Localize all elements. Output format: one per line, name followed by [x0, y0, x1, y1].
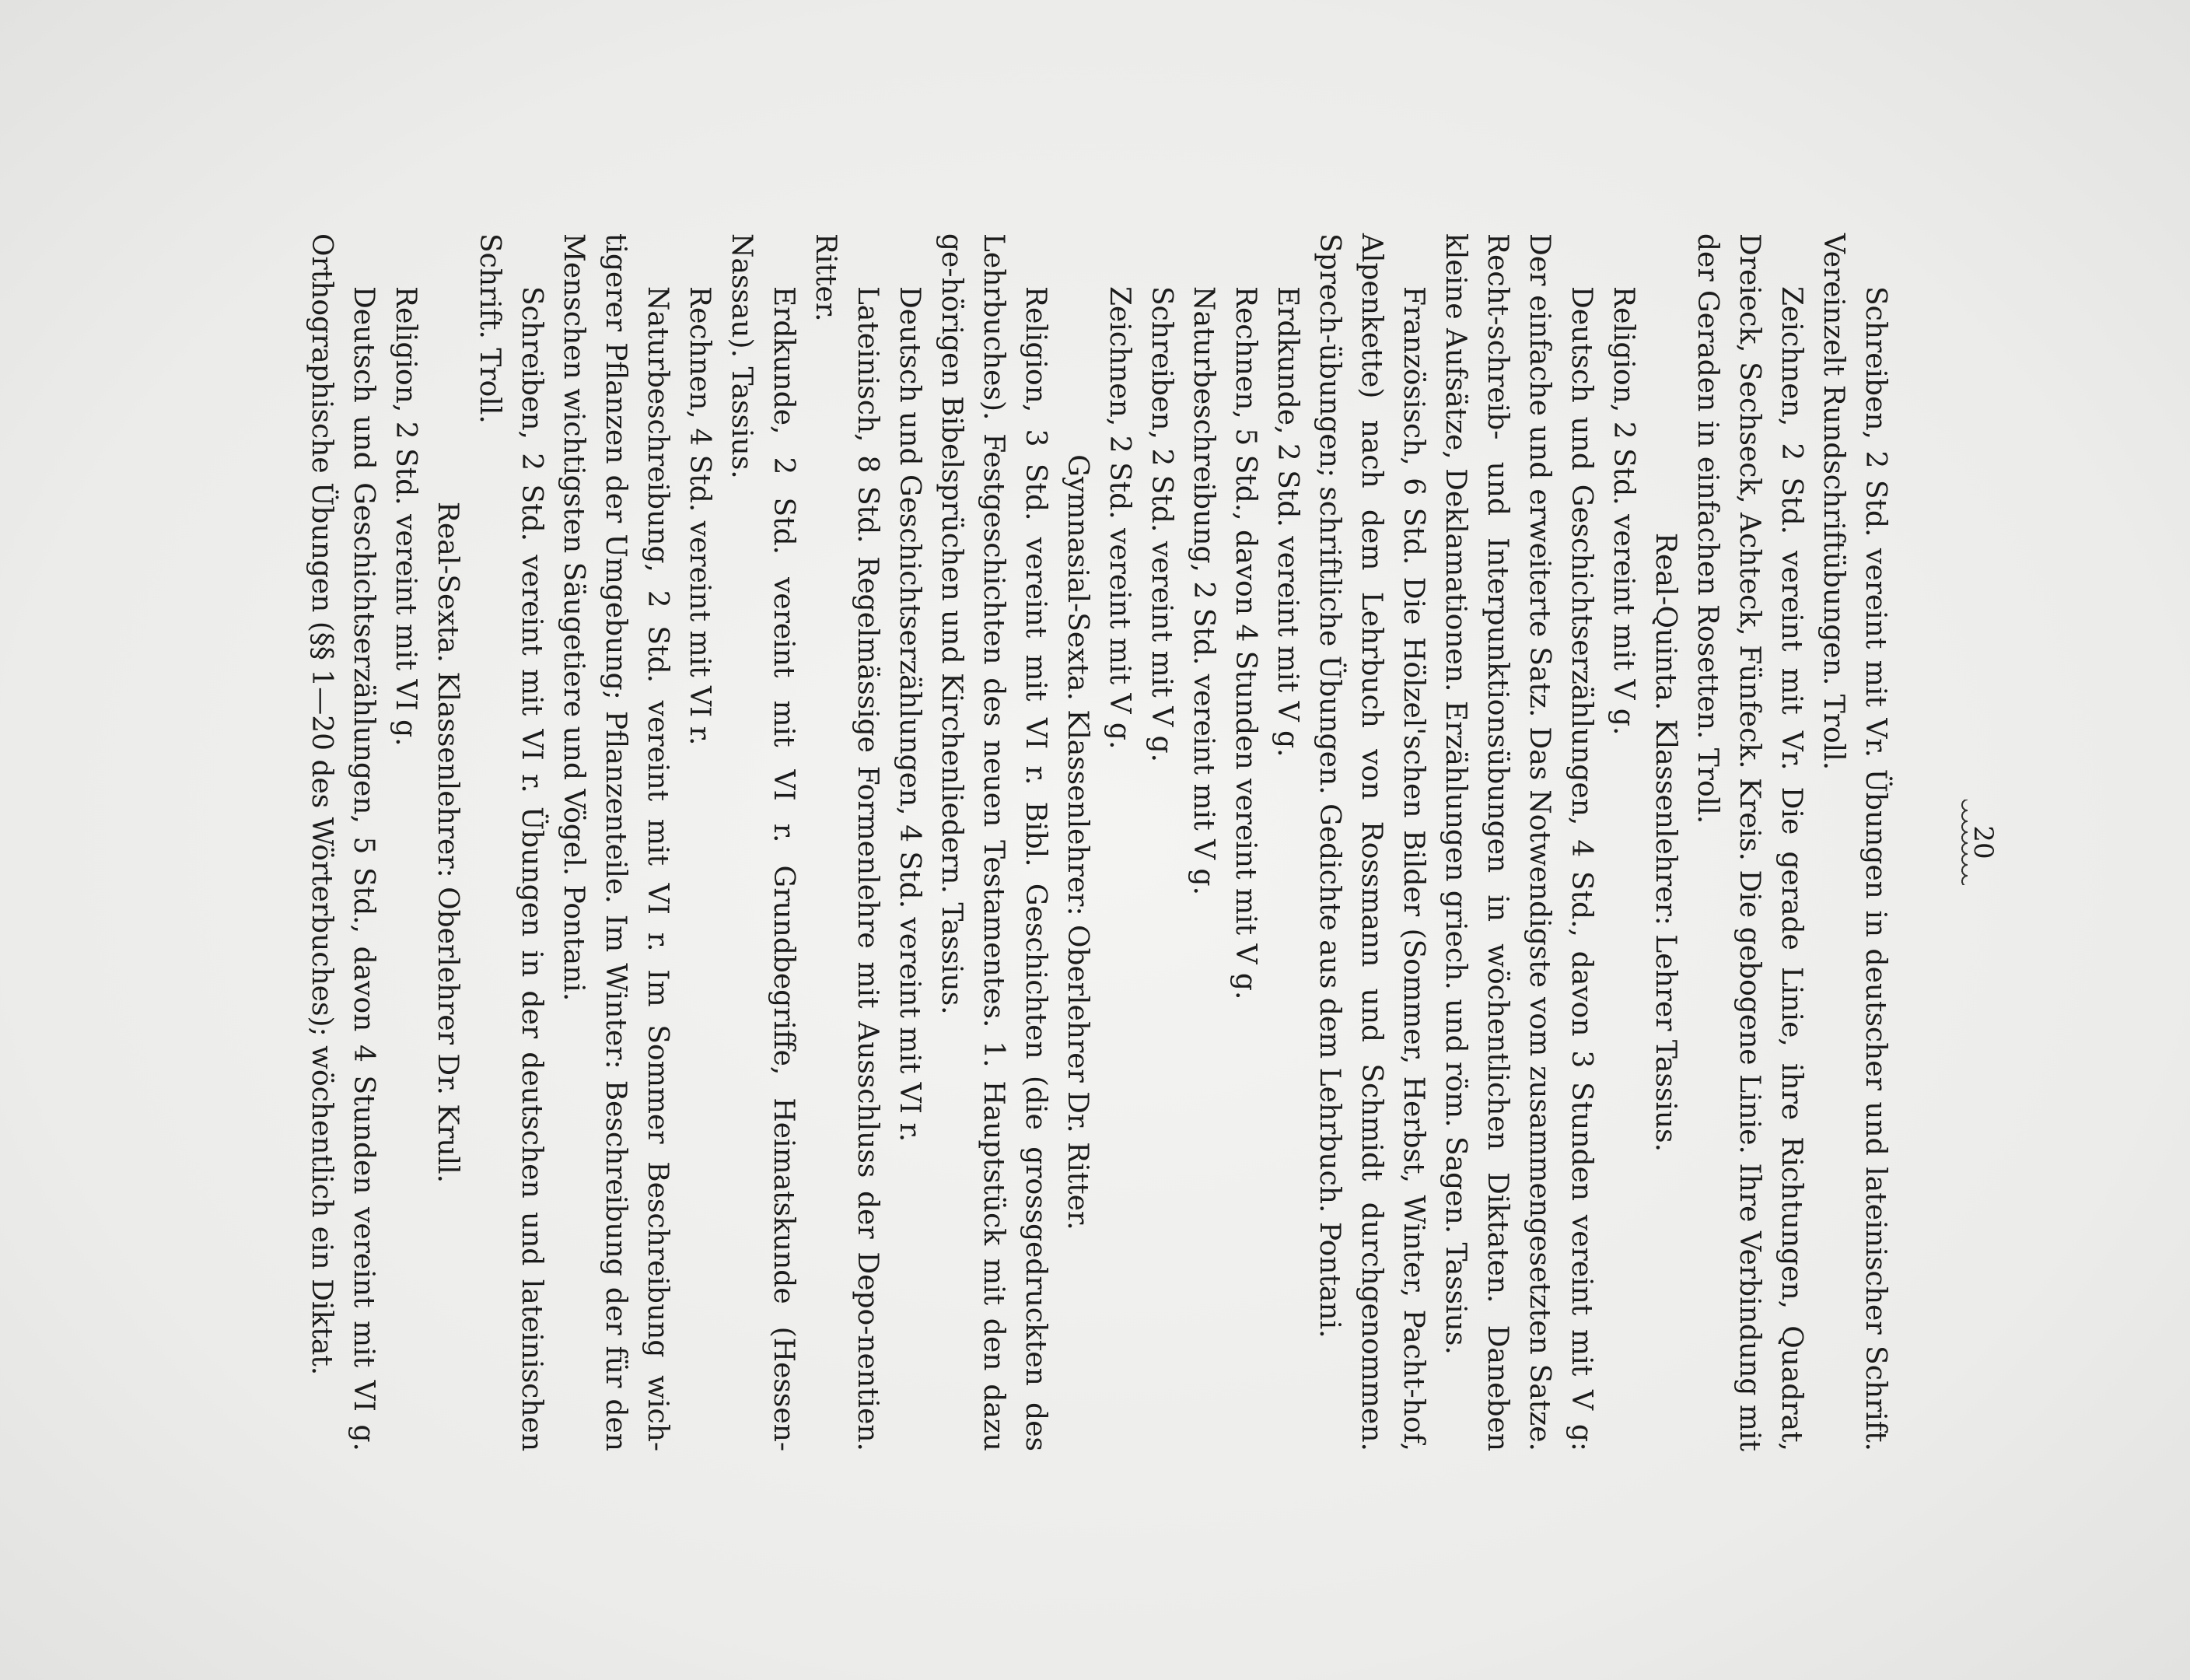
paragraph: Deutsch und Geschichtserzählungen, 4 Std. vereint mit VI r.: [894, 286, 925, 1143]
paragraph: Rechnen, 4 Std. vereint mit VI r.: [684, 286, 715, 746]
page-number-ornament: [1957, 800, 1968, 885]
paragraph: Erdkunde, 2 Std. vereint mit VI r. Grundbegriffe, Heimatskunde (Hessen-Nassau). Tassius.: [726, 233, 799, 1451]
paragraph: Schreiben, 2 Std. vereint mit Vr. Übungen in deutscher und lateinischer Schrift. Vereinzelt Rundschriftübungen. Troll.: [1817, 233, 1891, 1451]
page-number: 20: [1968, 825, 1999, 859]
section-heading: Real-Quinta. Klassenlehrer: Lehrer Tassius.: [1649, 532, 1681, 1153]
paragraph: Religion, 3 Std. vereint mit VI r. Bibl. Geschichten (die grossgedruckten des Lehrbuches). Festgeschichten des neuen Testamentes. 1. Hauptstück mit den dazu ge-hörigen Bibelsprüchen und Kirchenliedern. Tassius.: [936, 233, 1051, 1451]
paragraph: Französisch, 6 Std. Die Hölzel'schen Bilder (Sommer, Herbst, Winter, Pacht-hof, Alpenkette) nach dem Lehrbuch von Rossmann und Schmidt durchgenommen. Sprech-übungen; schriftliche Übungen. Gedichte aus dem Lehrbuch. Pontani.: [1314, 233, 1429, 1451]
paragraph: Zeichnen, 2 Std. vereint mit V g.: [1104, 286, 1135, 750]
section-heading: Gymnasial-Sexta. Klassenlehrer: Oberlehrer Dr. Ritter.: [1062, 454, 1093, 1230]
paragraph: Lateinisch, 8 Std. Regelmässige Formenlehre mit Ausschluss der Depo-nentien. Ritter.: [810, 233, 883, 1451]
paragraph: Deutsch und Geschichtserzählungen, 4 Std., davon 3 Stunden vereint mit V g: Der einfache und erweiterte Satz. Das Notwendigste vom zusammengesetzten Satze. Recht-schreib- und Interpunktionsübungen in wöchentlichen Diktaten. Daneben kleine Aufsätze, Deklamationen. Erzählungen griech. und röm. Sagen. Tassius.: [1440, 233, 1597, 1451]
paragraph: Schreiben, 2 Std. vereint mit V g.: [1146, 286, 1177, 763]
section-heading: Real-Sexta. Klassenlehrer: Oberlehrer Dr. Krull.: [432, 501, 464, 1184]
paragraph: Schreiben, 2 Std. vereint mit VI r. Übungen in der deutschen und lateinischen Schrift. Troll.: [474, 233, 548, 1451]
paragraph: Zeichnen, 2 Std. vereint mit Vr. Die gerade Linie, ihre Richtungen, Quadrat, Dreieck, Sechseck, Achteck, Fünfeck. Kreis. Die gebogene Linie. Ihre Verbindung mit der Geraden in einfachen Rosetten. Troll.: [1691, 233, 1807, 1451]
paragraph: Erdkunde, 2 Std. vereint mit V g.: [1272, 286, 1303, 758]
paragraph: Rechnen, 5 Std., davon 4 Stunden vereint mit V g.: [1230, 286, 1261, 1000]
paragraph: Naturbeschreibung, 2 Std. vereint mit VI r. Im Sommer Beschreibung wich-tigerer Pflanzen der Umgebung; Pflanzenteile. Im Winter: Beschreibung der für den Menschen wichtigsten Säugetiere und Vögel. Pontani.: [558, 233, 673, 1451]
paragraph: Religion, 2 Std. vereint mit VI g.: [390, 286, 422, 747]
paragraph: Religion, 2 Std. vereint mit V g.: [1608, 286, 1639, 736]
paragraph: Naturbeschreibung, 2 Std. vereint mit V g.: [1188, 286, 1219, 896]
paragraph: Deutsch und Geschichtserzählungen, 5 Std., davon 4 Stunden vereint mit VI g. Orthographische Übungen (§§ 1—20 des Wörterbuches); wöchentlich ein Diktat.: [306, 233, 380, 1451]
